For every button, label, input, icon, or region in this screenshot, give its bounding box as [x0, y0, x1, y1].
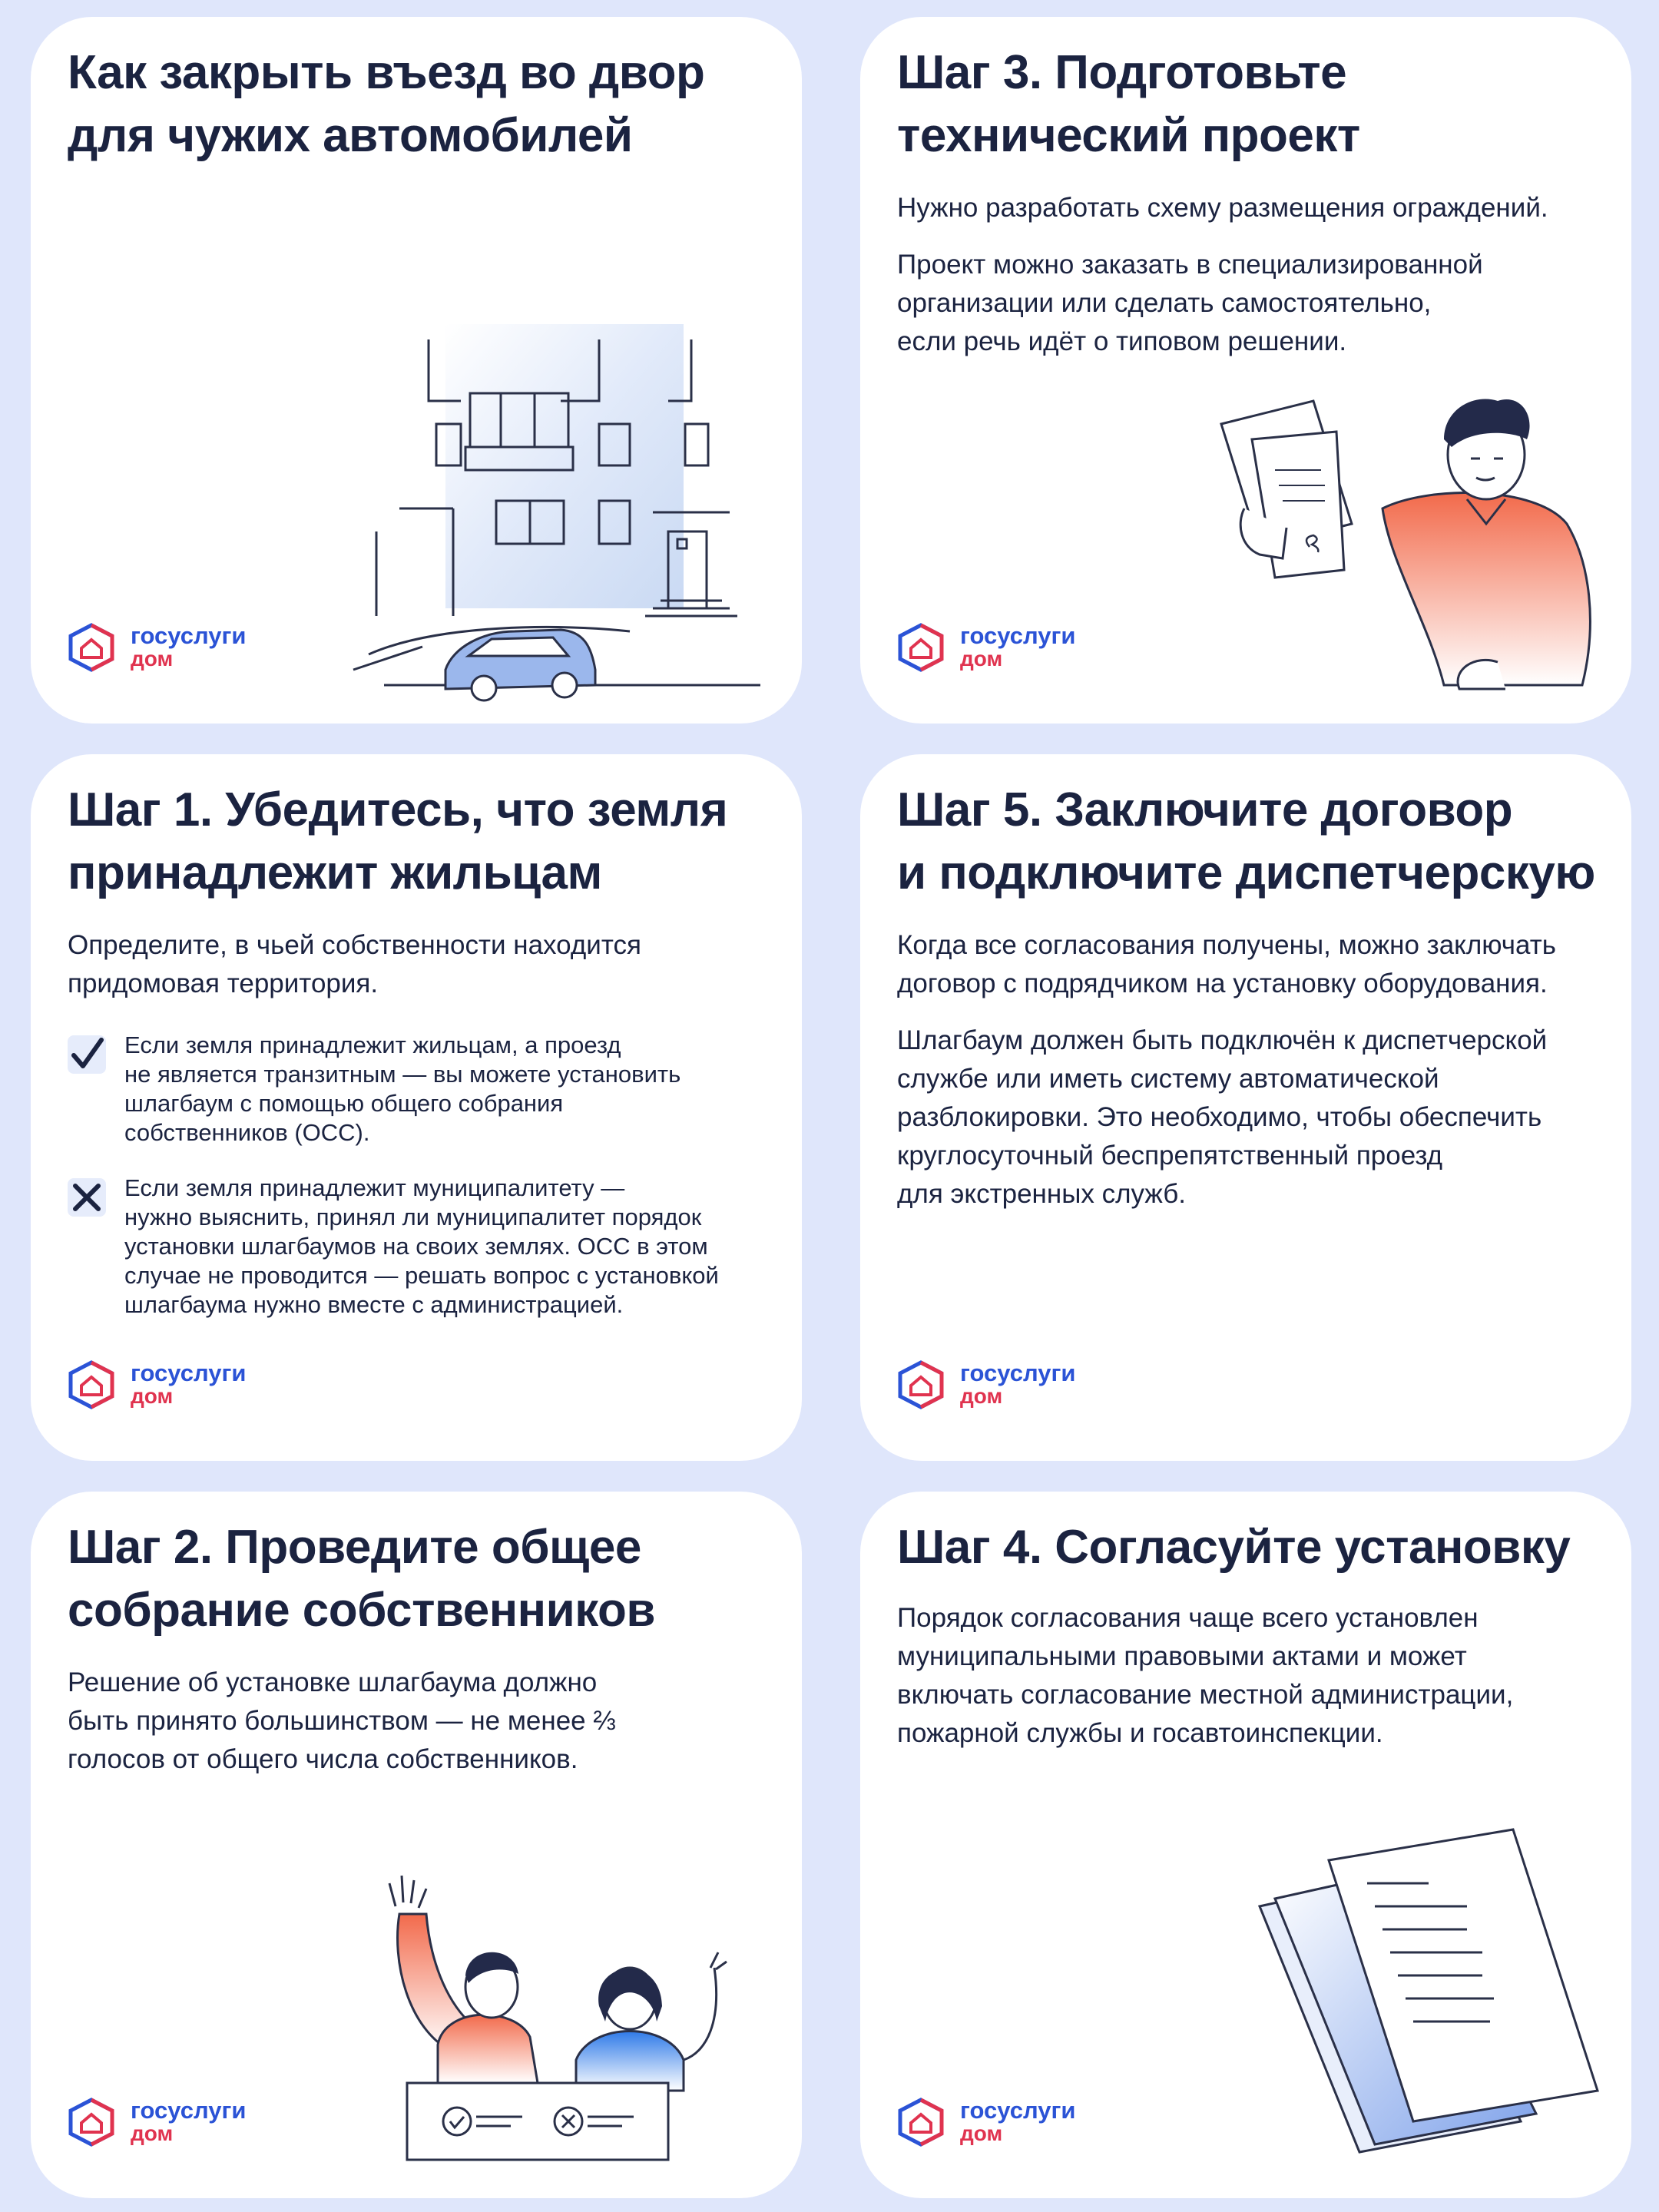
card-step4: [860, 1492, 1631, 2198]
brand-line2: дом: [131, 2121, 174, 2145]
card-intro: [31, 17, 802, 724]
house-logo-icon: [66, 2097, 117, 2147]
brand-line2: дом: [960, 2121, 1003, 2145]
card-paragraph: Определите, в чьей собственности находится придомовая территория.: [68, 930, 641, 998]
card-step3: [860, 17, 1631, 724]
card-paragraph: Порядок согласования чаще всего установлен муниципальными правовыми актами и может включать согласование местной администрации, пожарной службы и госавтоинспекции.: [897, 1603, 1514, 1748]
house-logo-icon: [896, 2097, 946, 2147]
gosuslugi-dom-logo[interactable]: [66, 1359, 246, 1410]
brand-line1: госуслуги: [131, 2097, 247, 2124]
card-step5: [860, 754, 1631, 1461]
house-logo-icon: [896, 622, 946, 673]
gosuslugi-dom-logo[interactable]: [896, 1359, 1075, 1410]
house-logo-icon: [66, 1359, 117, 1410]
card-step2: [31, 1492, 802, 2198]
card-title: Шаг 3. Подготовьте технический проект: [897, 46, 1360, 162]
card-paragraph: Решение об установке шлагбаума должно быть принято большинством — не менее ⅔ голосов от общего числа собственников.: [68, 1667, 616, 1774]
list-item-text: Если земля принадлежит муниципалитету — нужно выяснить, принял ли муниципалитет порядок установки шлагбаумов на своих землях. ОСС в этом случае не проводится — решать вопрос с установкой шлагбаума нужно вместе с администрацией.: [124, 1174, 719, 1318]
brand-line1: госуслуги: [960, 622, 1076, 649]
card-title: Шаг 1. Убедитесь, что земля принадлежит жильцам: [68, 783, 728, 899]
card-title: Как закрыть въезд во двор для чужих автомобилей: [68, 46, 705, 162]
man-with-document-illustration: [1198, 393, 1613, 724]
brand-line1: госуслуги: [131, 1359, 247, 1386]
documents-illustration: [1244, 1814, 1613, 2167]
list-item-text: Если земля принадлежит жильцам, а проезд не является транзитным — вы можете установить шлагбаум с помощью общего собрания собственников (ОСС).: [124, 1031, 681, 1146]
gosuslugi-dom-logo[interactable]: [66, 2097, 246, 2147]
card-title: Шаг 2. Проведите общее собрание собственников: [68, 1521, 655, 1637]
brand-line2: дом: [131, 1384, 174, 1408]
brand-line2: дом: [960, 647, 1003, 671]
brand-line1: госуслуги: [960, 2097, 1076, 2124]
checkmark-icon: [68, 1035, 106, 1074]
cross-icon: [68, 1178, 106, 1217]
card-title: Шаг 5. Заключите договор и подключите диспетчерскую: [897, 783, 1595, 899]
building-car-illustration: [330, 309, 760, 708]
gosuslugi-dom-logo[interactable]: [896, 2097, 1075, 2147]
list-item: [68, 1174, 767, 1320]
card-paragraph: Проект можно заказать в специализированной организации или сделать самостоятельно, если речь идёт о типовом решении.: [897, 250, 1483, 356]
list-item: [68, 1031, 767, 1147]
brand-line2: дом: [131, 647, 174, 671]
card-step1: [31, 754, 802, 1461]
voting-people-illustration: [361, 1853, 791, 2198]
house-logo-icon: [896, 1359, 946, 1410]
brand-line2: дом: [960, 1384, 1003, 1408]
gosuslugi-dom-logo[interactable]: [66, 622, 246, 673]
house-logo-icon: [66, 622, 117, 673]
brand-line1: госуслуги: [960, 1359, 1076, 1386]
card-paragraph: Шлагбаум должен быть подключён к диспетчерской службе или иметь систему автоматической разблокировки. Это необходимо, чтобы обеспечить круглосуточный беспрепятственный проезд для экстренных служб.: [897, 1025, 1548, 1209]
card-title: Шаг 4. Согласуйте установку: [897, 1521, 1571, 1574]
card-paragraph: Нужно разработать схему размещения ограждений.: [897, 193, 1548, 223]
brand-line1: госуслуги: [131, 622, 247, 649]
card-paragraph: Когда все согласования получены, можно заключать договор с подрядчиком на установку оборудования.: [897, 930, 1556, 998]
gosuslugi-dom-logo[interactable]: [896, 622, 1075, 673]
